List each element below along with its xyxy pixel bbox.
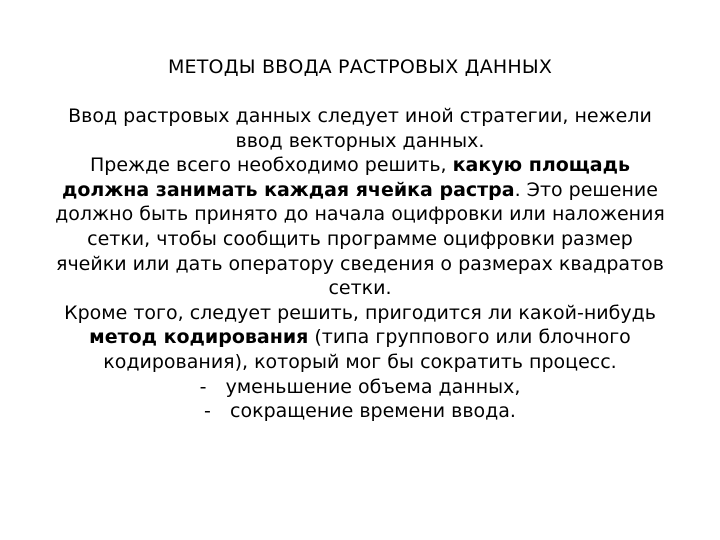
paragraph-encoding-pre: Кроме того, следует решить, пригодится ли какой-нибудь <box>64 301 656 324</box>
list-item-dash: - <box>204 400 211 423</box>
paragraph-cell-size-post: . Это решение должно быть принято до начала оцифровки или наложения сетки, чтобы сообщить программе оцифровки размер ячейки или дать оператору сведения о размерах квадратов сетки. <box>55 178 665 300</box>
list-item <box>52 375 668 400</box>
paragraph-encoding <box>52 301 668 375</box>
list-item-text: уменьшение объема данных, <box>225 375 521 398</box>
paragraph-cell-size <box>52 153 668 301</box>
list-item-dash: - <box>199 375 207 398</box>
paragraph-encoding-post: (типа группового или блочного кодирования), который мог бы сократить процесс. <box>103 326 631 373</box>
paragraph-encoding-bold: метод кодирования <box>89 326 309 349</box>
slide-body <box>52 104 668 424</box>
paragraph-intro: Ввод растровых данных следует иной стратегии, нежели ввод векторных данных. <box>68 105 652 152</box>
paragraph-cell-size-bold: какую площадь должна занимать каждая ячейка растра <box>62 154 630 201</box>
paragraph-cell-size-pre: Прежде всего необходимо решить, <box>89 154 453 177</box>
list-item-text: сокращение времени ввода. <box>230 400 516 423</box>
list-item <box>52 399 668 424</box>
slide-title: МЕТОДЫ ВВОДА РАСТРОВЫХ ДАННЫХ <box>167 56 553 78</box>
